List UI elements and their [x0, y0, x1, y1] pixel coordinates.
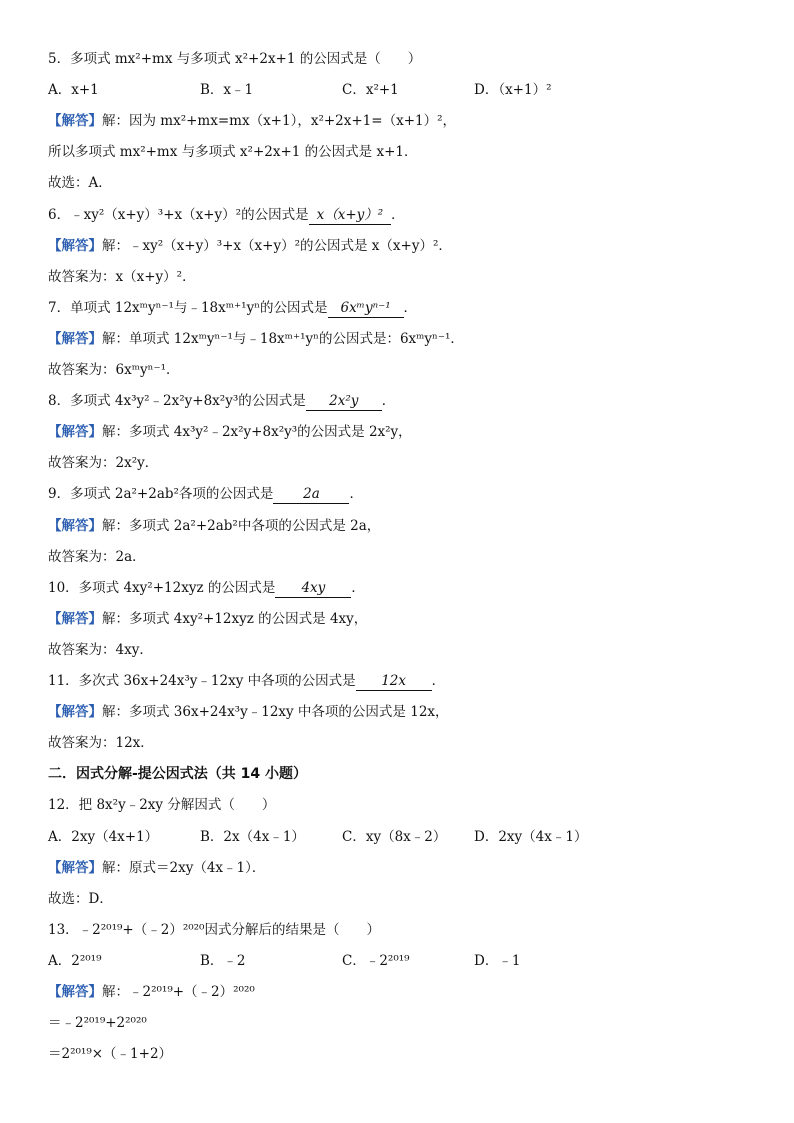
body-text: 故答案为：6xᵐyⁿ⁻¹．	[48, 362, 180, 378]
question-end: ．	[349, 486, 363, 502]
body-text: 故答案为：2a．	[48, 549, 146, 565]
solution-line	[48, 983, 255, 1001]
solution-text: 解：因为 mx²+mx=mx（x+1），x²+2x+1=（x+1）²，	[102, 113, 457, 129]
solution-tag: 【解答】	[48, 424, 102, 440]
solution-line	[48, 237, 452, 255]
choice-option: A．2²⁰¹⁹	[48, 953, 102, 969]
body-text: ＝2²⁰¹⁹×（﹣1+2）	[48, 1046, 173, 1062]
section-heading: 二．因式分解-提公因式法（共 14 小题）	[48, 766, 308, 782]
choice-option: B．﹣2	[200, 953, 246, 969]
body-text: 所以多项式 mx²+mx 与多项式 x²+2x+1 的公因式是 x+1．	[48, 144, 418, 160]
question-end: ．	[431, 673, 446, 689]
choice-option: A．x+1	[48, 82, 99, 98]
question-end: ．	[351, 580, 365, 596]
question-text: 13．﹣2²⁰¹⁹+（﹣2）²⁰²⁰因式分解后的结果是（ ）	[48, 922, 380, 938]
answer-blank: 6xᵐyⁿ⁻¹	[328, 299, 404, 318]
answer-blank: 2x²y	[306, 392, 382, 411]
solution-text: 解：多项式 4x³y²﹣2x²y+8x²y³的公因式是 2x²y，	[102, 424, 412, 440]
solution-line	[48, 330, 464, 348]
solution-text: 解：多项式 36x+24x³y﹣12xy 中各项的公因式是 12x，	[102, 704, 449, 720]
fill-in-question	[48, 485, 363, 504]
fill-in-question	[48, 579, 365, 598]
choice-option: A．2xy（4x+1）	[48, 829, 159, 845]
answer-blank: 12x	[356, 672, 432, 691]
solution-tag: 【解答】	[48, 611, 102, 627]
solution-line	[48, 112, 456, 130]
question-end: ．	[381, 393, 396, 409]
body-text: 故选：A．	[48, 175, 112, 191]
solution-tag: 【解答】	[48, 860, 102, 876]
fill-in-question	[48, 206, 405, 225]
body-text: 故答案为：x（x+y）²．	[48, 269, 196, 285]
question-text: 11．多次式 36x+24x³y﹣12xy 中各项的公因式是	[48, 673, 356, 689]
fill-in-question	[48, 299, 417, 318]
solution-text: 解：单项式 12xᵐyⁿ⁻¹与﹣18xᵐ⁺¹yⁿ的公因式是：6xᵐyⁿ⁻¹．	[102, 331, 464, 347]
solution-text: 解：﹣xy²（x+y）³+x（x+y）²的公因式是 x（x+y）²．	[102, 238, 452, 254]
solution-text: 解：原式＝2xy（4x﹣1）．	[102, 860, 266, 876]
question-end: ．	[391, 207, 405, 223]
solution-line	[48, 610, 367, 628]
body-text: 故答案为：2x²y．	[48, 455, 159, 471]
body-text: 故选：D．	[48, 891, 113, 907]
question-text: 10．多项式 4xy²+12xyz 的公因式是	[48, 580, 276, 596]
choice-option: B．2x（4x﹣1）	[200, 829, 305, 845]
answer-blank: 2a	[273, 485, 349, 504]
solution-line	[48, 703, 449, 721]
answer-blank: 4xy	[275, 579, 351, 598]
question-text: 8．多项式 4x³y²﹣2x²y+8x²y³的公因式是	[48, 393, 306, 409]
choice-option: B．x﹣1	[200, 82, 254, 98]
solution-tag: 【解答】	[48, 704, 102, 720]
choice-option: D．﹣1	[474, 953, 521, 969]
solution-text: 解：多项式 2a²+2ab²中各项的公因式是 2a，	[102, 518, 381, 534]
solution-line	[48, 423, 412, 441]
solution-line	[48, 517, 380, 535]
choice-option: C．xy（8x﹣2）	[342, 829, 447, 845]
body-text: 故答案为：12x．	[48, 735, 154, 751]
choice-option: D．2xy（4x﹣1）	[474, 829, 588, 845]
solution-text: 解：﹣2²⁰¹⁹+（﹣2）²⁰²⁰	[102, 984, 255, 1000]
question-text: 5．多项式 mx²+mx 与多项式 x²+2x+1 的公因式是（ ）	[48, 51, 422, 67]
solution-tag: 【解答】	[48, 238, 102, 254]
fill-in-question	[48, 392, 395, 411]
solution-tag: 【解答】	[48, 984, 102, 1000]
question-text: 7．单项式 12xᵐyⁿ⁻¹与﹣18xᵐ⁺¹yⁿ的公因式是	[48, 300, 328, 316]
body-text: ＝﹣2²⁰¹⁹+2²⁰²⁰	[48, 1015, 147, 1031]
question-end: ．	[403, 300, 418, 316]
solution-text: 解：多项式 4xy²+12xyz 的公因式是 4xy，	[102, 611, 368, 627]
choice-option: C．x²+1	[342, 82, 399, 98]
fill-in-question	[48, 672, 445, 691]
answer-blank: x（x+y）²	[309, 206, 392, 225]
body-text: 故答案为：4xy．	[48, 642, 153, 658]
question-text: 6．﹣xy²（x+y）³+x（x+y）²的公因式是	[48, 207, 309, 223]
solution-tag: 【解答】	[48, 518, 102, 534]
solution-tag: 【解答】	[48, 331, 102, 347]
solution-line	[48, 859, 265, 877]
question-text: 9．多项式 2a²+2ab²各项的公因式是	[48, 486, 274, 502]
choice-option: D．（x+1）²	[474, 82, 552, 98]
solution-tag: 【解答】	[48, 113, 102, 129]
choice-option: C．﹣2²⁰¹⁹	[342, 953, 410, 969]
question-text: 12．把 8x²y﹣2xy 分解因式（ ）	[48, 797, 276, 813]
